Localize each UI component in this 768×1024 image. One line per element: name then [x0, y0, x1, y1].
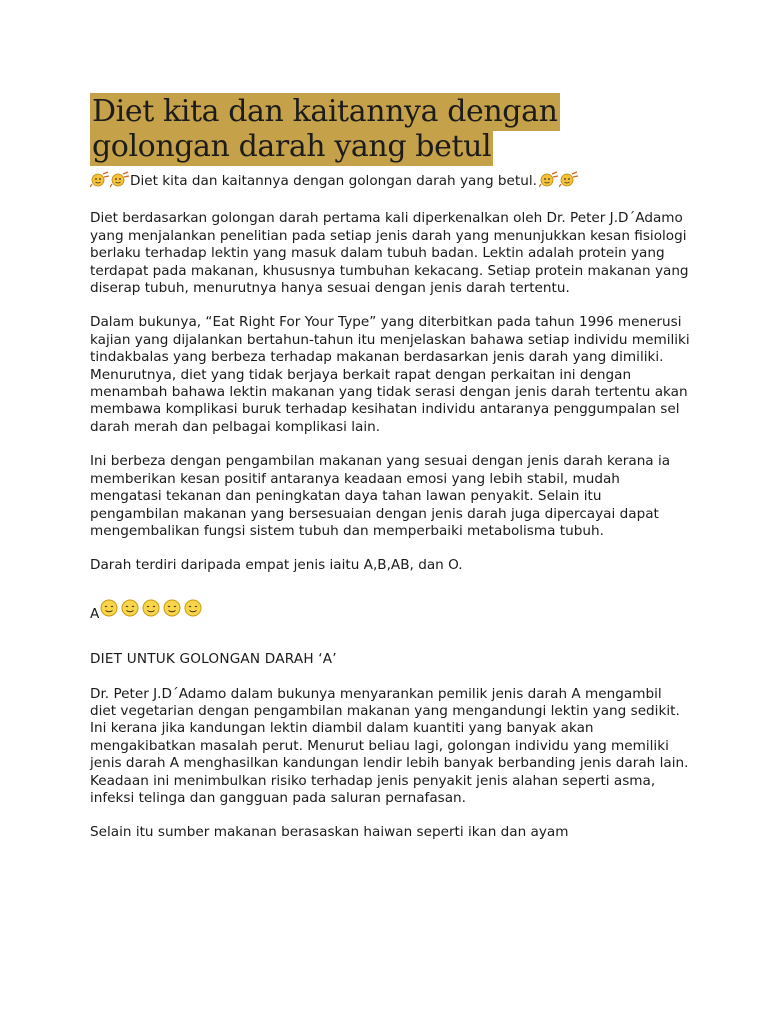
- paragraph-book: Dalam bukunya, “Eat Right For Your Type” yang diterbitkan pada tahun 1996 menerusi kajian yang dijalankan bertahun-tahun itu menjelaskan bahawa setiap individu memiliki tindakbalas yang berbeza terhadap makanan berdasarkan jenis darah yang dimiliki. Menurutnya, diet yang tidak berjaya berkait rapat dengan perkaitan ini dengan menambah bahawa lektin makanan yang tidak serasi dengan jenis darah tertentu akan membawa komplikasi buruk terhadap kesihatan individu antaranya penggumpalan sel darah merah dan pelbagai komplikasi lain.: [90, 314, 690, 435]
- paragraph-animal-sources: Selain itu sumber makanan berasaskan haiwan seperti ikan dan ayam: [90, 824, 569, 841]
- smiley-icon: [141, 599, 162, 623]
- paragraph-benefits: Ini berbeza dengan pengambilan makanan yang sesuai dengan jenis darah kerana ia memberikan kesan positif antaranya keadaan emosi yang lebih stabil, mudah mengatasi tekanan dan peningkatan daya tahan lawan penyakit. Selain itu pengambilan makanan yang bersesuaian dengan jenis darah juga dipercayai dapat mengembalikan fungsi sistem tubuh dan memperbaiki metabolisma tubuh.: [90, 453, 671, 539]
- smiley-icon: [183, 599, 204, 623]
- blood-type-label: A: [90, 605, 100, 622]
- paragraph-blood-types: Darah terdiri daripada empat jenis iaitu A,B,AB, dan O.: [90, 557, 463, 574]
- title-highlight: Diet kita dan kaitannya dengan golongan darah yang betul: [92, 94, 558, 164]
- blood-type-a-line: [90, 599, 690, 623]
- paragraph-diet-a: Dr. Peter J.D´Adamo dalam bukunya menyarankan pemilik jenis darah A mengambil diet vegetarian dengan pengambilan makanan yang mengandungi lektin yang sedikit. Ini kerana jika kandungan lektin diambil dalam kuantiti yang banyak akan mengakibatkan masalah perut. Menurut beliau lagi, golongan individu yang memiliki jenis darah A menghasilkan kandungan lendir lebih banyak berbanding jenis darah lain. Keadaan ini menimbulkan risiko terhadap jenis penyakit jenis alahan seperti asma, infeksi telinga dan gangguan pada saluran pernafasan.: [90, 685, 689, 806]
- paragraph-intro: Diet berdasarkan golongan darah pertama kali diperkenalkan oleh Dr. Peter J.D´Adamo yang menjalankan penelitian pada setiap jenis darah yang menunjukkan kesan fisiologi berlaku terhadap lektin yang masuk dalam tubuh badan. Lektin adalah protein yang terdapat pada makanan, khususnya tumbuhan kekacang. Setiap protein makanan yang diserap tubuh, menurutnya hanya sesuai dengan jenis darah tertentu.: [90, 210, 689, 297]
- dancing-emoticon-icon: [559, 170, 579, 193]
- dancing-emoticon-icon: [110, 170, 130, 193]
- document-title: [90, 94, 690, 164]
- dancing-emoticon-icon: [90, 170, 110, 193]
- dancing-emoticon-icon: [539, 170, 559, 193]
- smiley-icon: [120, 599, 141, 623]
- smiley-icon: [162, 599, 183, 623]
- subtitle-text: Diet kita dan kaitannya dengan golongan darah yang betul.: [130, 173, 537, 189]
- document-page: [90, 94, 690, 842]
- smiley-icon: [99, 599, 120, 623]
- section-heading: DIET UNTUK GOLONGAN DARAH ‘A’: [90, 651, 337, 668]
- subtitle-line: [90, 170, 690, 193]
